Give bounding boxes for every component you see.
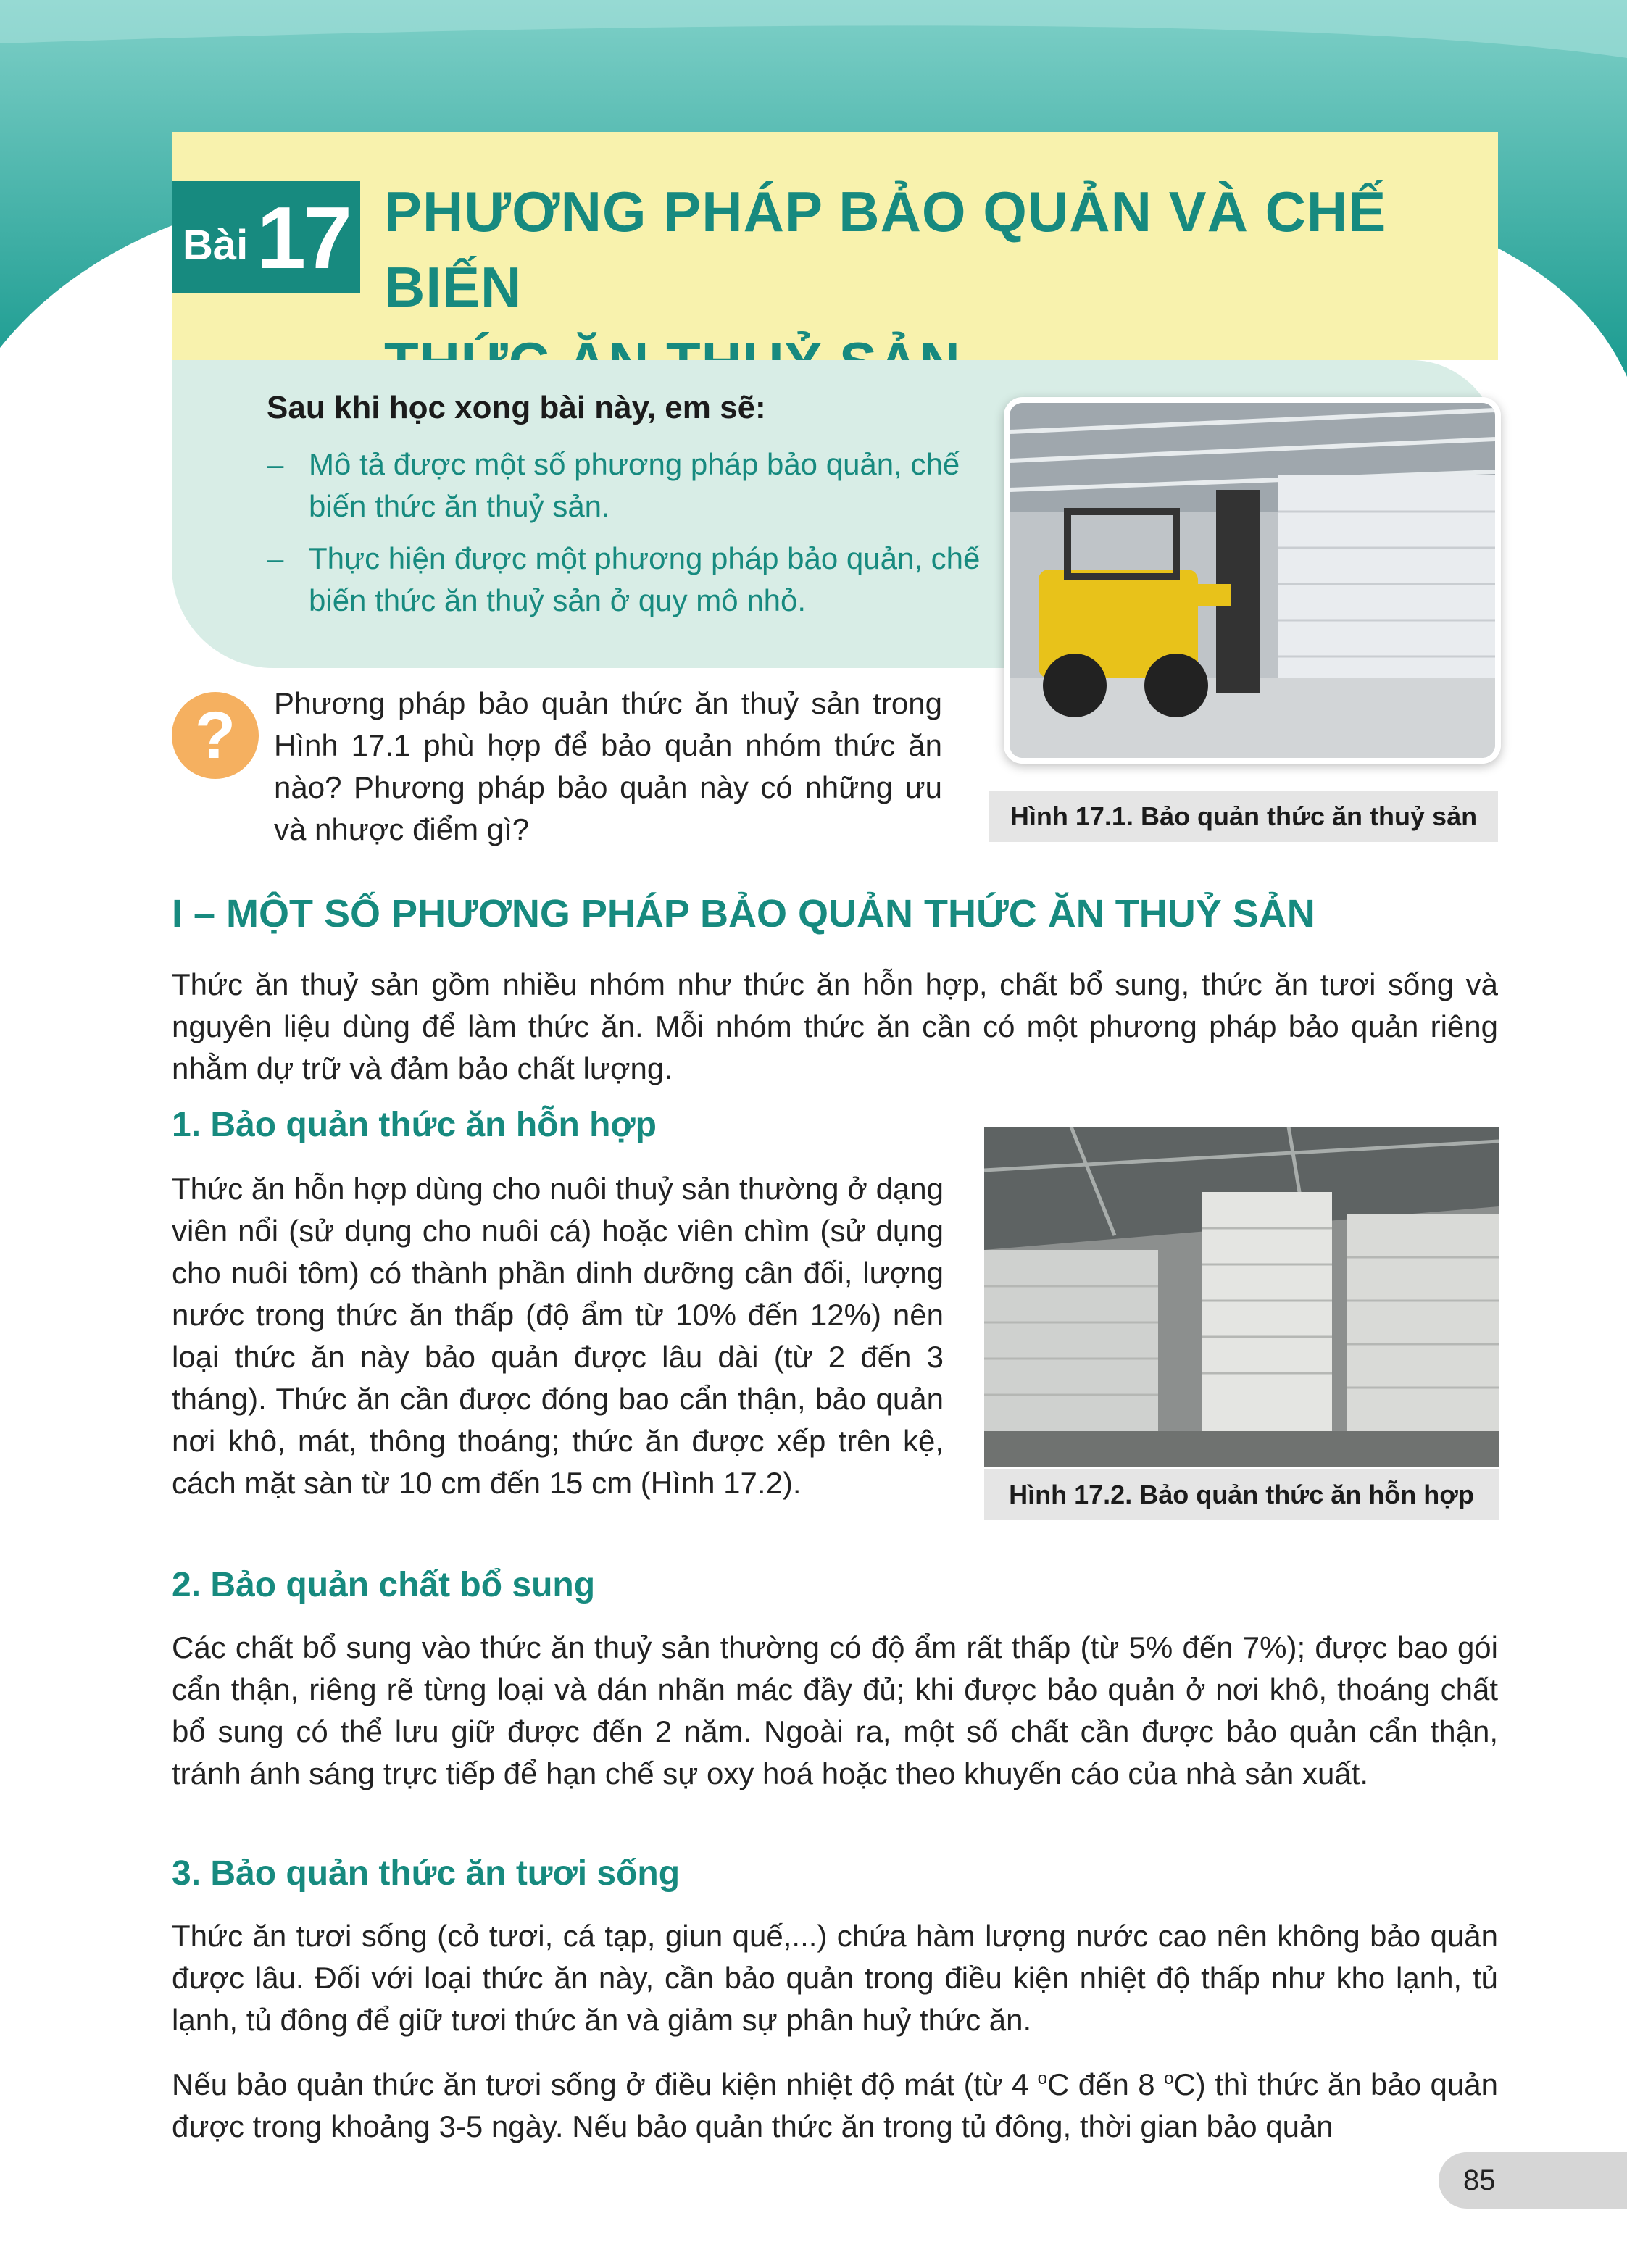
subsection-heading-1: 1. Bảo quản thức ăn hỗn hợp xyxy=(172,1106,657,1144)
text-run: Nếu bảo quản thức ăn tươi sống ở điều kiện nhiệt độ mát (từ 4 xyxy=(172,2067,1038,2101)
degree-sup: o xyxy=(1164,2069,1174,2088)
subsection-heading-3: 3. Bảo quản thức ăn tươi sống xyxy=(172,1854,681,1893)
objective-item xyxy=(267,538,999,622)
objective-item xyxy=(267,443,999,528)
section-intro: Thức ăn thuỷ sản gồm nhiều nhóm như thức ăn hỗn hợp, chất bổ sung, thức ăn tươi sống và nguyên liệu dùng để làm thức ăn. Mỗi nhóm thức ăn cần có một phương pháp bảo quản riêng nhằm dự trữ và đảm bảo chất lượng. xyxy=(172,967,1498,1085)
figure-17-2-photo xyxy=(984,1127,1499,1467)
subsection-text-2: Các chất bổ sung vào thức ăn thuỷ sản thường có độ ẩm rất thấp (từ 5% đến 7%); được bao gói cẩn thận, riêng rẽ từng loại và dán nhãn mác đầy đủ; khi được bảo quản ở nơi khô, thoáng chất bổ sung có thể lưu giữ được đến 2 năm. Ngoài ra, một số chất cần được bảo quản cẩn thận, tránh ánh sáng trực tiếp để hạn chế sự oxy hoá hoặc theo khuyến cáo của nhà sản xuất. xyxy=(172,1630,1498,1790)
objectives-title: Sau khi học xong bài này, em sẽ: xyxy=(267,390,766,425)
figure-17-1-caption: Hình 17.1. Bảo quản thức ăn thuỷ sản xyxy=(989,791,1498,842)
figure-17-1-photo xyxy=(1004,397,1501,764)
lesson-title-line1: PHƯƠNG PHÁP BẢO QUẢN VÀ CHẾ BIẾN xyxy=(384,180,1387,319)
lesson-word: Bài xyxy=(183,222,249,269)
objective-text: Thực hiện được một phương pháp bảo quản, chế biến thức ăn thuỷ sản ở quy mô nhỏ. xyxy=(309,541,981,617)
text-run: C) thì thức ăn bảo quản được trong khoảng 3-5 ngày. Nếu bảo quản thức ăn trong tủ đông, thời gian bảo quản xyxy=(172,2067,1498,2143)
subsection-text-1: Thức ăn hỗn hợp dùng cho nuôi thuỷ sản thường ở dạng viên nổi (sử dụng cho nuôi cá) hoặc viên chìm (sử dụng cho nuôi tôm) có thành phần dinh dưỡng cân đối, lượng nước trong thức ăn thấp (độ ẩm từ 10% đến 12%) nên loại thức ăn này bảo quản được lâu dài (từ 2 đến 3 tháng). Thức ăn cần được đóng bao cẩn thận, bảo quản nơi khô, mát, thông thoáng; thức ăn được xếp trên kệ, cách mặt sàn từ 10 cm đến 15 cm (Hình 17.2). xyxy=(172,1172,944,1500)
page-number: 85 xyxy=(1439,2152,1627,2209)
objective-dash: – xyxy=(267,447,284,481)
question-text: Phương pháp bảo quản thức ăn thuỷ sản trong Hình 17.1 phù hợp để bảo quản nhóm thức ăn nào? Phương pháp bảo quản này có những ưu và nhược điểm gì? xyxy=(274,686,942,846)
objective-dash: – xyxy=(267,541,284,575)
subsection-heading-2: 2. Bảo quản chất bổ sung xyxy=(172,1566,596,1604)
figure-17-2-caption: Hình 17.2. Bảo quản thức ăn hỗn hợp xyxy=(984,1469,1499,1520)
degree-sup: o xyxy=(1037,2069,1047,2088)
subsection-text-3b xyxy=(172,2058,1498,2148)
question-mark-icon: ? xyxy=(172,692,259,779)
text-run: C đến 8 xyxy=(1046,2067,1165,2101)
subsection-text-3a: Thức ăn tươi sống (cỏ tươi, cá tạp, giun quế,...) chứa hàm lượng nước cao nên không bảo quản được lâu. Đối với loại thức ăn này, cần bảo quản trong điều kiện nhiệt độ thấp như kho lạnh, tủ lạnh, tủ đông để giữ tươi thức ăn và giảm sự phân huỷ thức ăn. xyxy=(172,1919,1498,2037)
section-heading: I – MỘT SỐ PHƯƠNG PHÁP BẢO QUẢN THỨC ĂN THUỶ SẢN xyxy=(172,892,1315,935)
objective-text: Mô tả được một số phương pháp bảo quản, chế biến thức ăn thuỷ sản. xyxy=(309,447,960,523)
lesson-badge xyxy=(172,181,360,293)
lesson-number: 17 xyxy=(257,188,349,287)
